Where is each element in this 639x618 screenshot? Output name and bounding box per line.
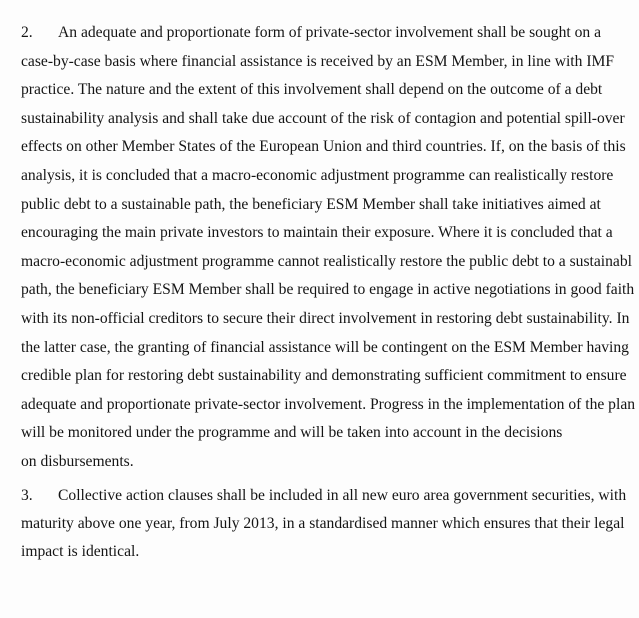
paragraph-line: analysis, it is concluded that a macro-economic adjustment programme can realistically restore [21,167,614,184]
paragraph-number: 2. [21,24,33,41]
paragraph-line: case-by-case basis where financial assistance is received by an ESM Member, in line with IMF [21,52,615,70]
paragraph-line: public debt to a sustainable path, the beneficiary ESM Member shall take initiatives aimed at [21,195,601,213]
paragraph-text: An adequate and proportionate form of private-sector involvement shall be sought on a [58,24,602,41]
paragraph-line: the latter case, the granting of financial assistance will be contingent on the ESM Member having [21,338,629,356]
paragraph-line: sustainability analysis and shall take due account of the risk of contagion and potential spill-over [21,109,625,127]
paragraph-line: credible plan for restoring debt sustainability and demonstrating sufficient commitment to ensure [21,367,627,385]
paragraph-line: path, the beneficiary ESM Member shall be required to engage in active negotiations in good faith [21,281,635,299]
paragraph-line: encouraging the main private investors to maintain their exposure. Where it is concluded that a [21,224,613,242]
paragraph-text: Collective action clauses shall be included in all new euro area government securities, with [58,487,627,504]
paragraph-line [21,487,626,505]
paragraph-line: maturity above one year, from July 2013, in a standardised manner which ensures that their legal [21,515,625,532]
paragraph-line: macro-economic adjustment programme cannot realistically restore the public debt to a sustainabl [21,252,632,270]
paragraph-line: with its non-official creditors to secure their direct involvement in restoring debt sustainability. In [21,310,630,327]
paragraph-number: 3. [21,487,33,504]
paragraph-line: will be monitored under the programme and will be taken into account in the decisions [21,424,563,442]
paragraph-line [21,24,601,42]
paragraph-line: impact is identical. [21,543,140,560]
paragraph-line: practice. The nature and the extent of this involvement shall depend on the outcome of a debt [21,81,603,99]
paragraph-line: adequate and proportionate private-sector involvement. Progress in the implementation of the plan [21,395,636,413]
paragraph-line: on disbursements. [21,453,134,470]
paragraph-line: effects on other Member States of the European Union and third countries. If, on the basis of this [21,138,626,156]
